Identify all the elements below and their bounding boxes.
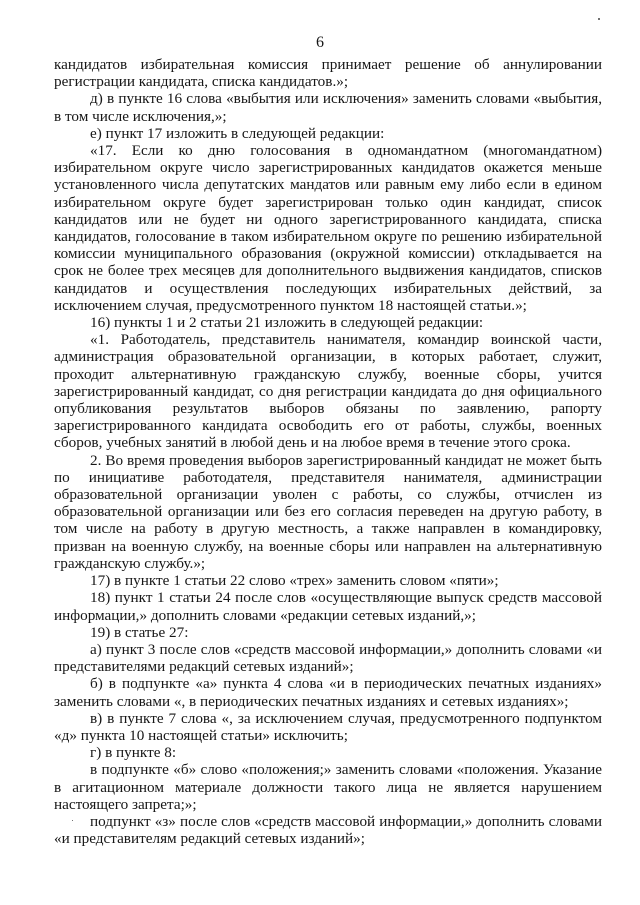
paragraph-article-21-point-1: «1. Работодатель, представитель нанимателя, командир воинской части, администрация образовательной организации, в которых работает, служит, проходит альтернативную гражданскую службу, военные сборы, учится зарегистрированный кандидат, со дня регистрации кандидата до дня официального опубликования результатов выборов обязаны по заявлению, рапорту зарегистрированного кандидата освободить его от работы, службы, военных сборов, учебных занятий в любой день и на любое время в течение этого срока. (54, 331, 602, 452)
paragraph-item-17-text: «17. Если ко дню голосования в одномандатном (многомандатном) избирательном округе число зарегистрированных кандидатов окажется меньше установленного числа депутатских мандатов или равным ему либо если в едином избирательном округе будет зарегистрирован только один кандидат, список кандидатов или не будет ни одного зарегистрированного кандидата, списка кандидатов, голосование в таком избирательном округе по решению избирательной комиссии муниципального образования (окружной комиссии) откладывается на срок не более трех месяцев для дополнительного выдвижения кандидатов, списков кандидатов и осуществления последующих избирательных действий, за исключением случая, предусмотренного пунктом 18 настоящей статьи.»; (54, 142, 602, 314)
scan-speck (72, 820, 73, 821)
paragraph-item-16: 16) пункты 1 и 2 статьи 21 изложить в следующей редакции: (90, 314, 484, 332)
paragraph-article-21-point-2: 2. Во время проведения выборов зарегистрированный кандидат не может быть по инициативе работодателя, представителя нанимателя, администрации образовательной организации уволен с работы, со службы, отчислен из образовательной организации или без его согласия переведен на другую работу, в том числе на работу в другую местность, а также направлен в командировку, призван на военную службу, на военные сборы или направлен на альтернативную гражданскую службу.»; (54, 451, 602, 572)
paragraph-item-19-a: а) пункт 3 после слов «средств массовой информации,» дополнить словами «и представителями редакций сетевых изданий»; (54, 640, 602, 676)
paragraph-amendment-d: д) в пункте 16 слова «выбытия или исключения» заменить словами «выбытия, в том числе исключения,»; (54, 90, 602, 125)
paragraph-item-19-v: в) в пункте 7 слова «, за исключением случая, предусмотренного подпунктом «д» пункта 10 настоящей статьи» исключить; (54, 709, 602, 744)
paragraph-subitem-b: в подпункте «б» слово «положения;» заменить словами «положения. Указание в агитационном материале должности такого лица не является нарушением настоящего запрета;»; (54, 761, 602, 813)
document-body (54, 56, 602, 847)
paragraph-item-18: 18) пункт 1 статьи 24 после слов «осуществляющие выпуск средств массовой информации,» дополнить словами «редакции сетевых изданий,»; (54, 589, 602, 624)
scan-speck (598, 18, 600, 20)
paragraph-continuation: кандидатов избирательная комиссия принимает решение об аннулировании регистрации кандидата, списка кандидатов.»; (54, 56, 602, 91)
paragraph-item-17: 17) в пункте 1 статьи 22 слово «трех» заменить словом «пяти»; (90, 572, 499, 590)
paragraph-subitem-z: подпункт «з» после слов «средств массовой информации,» дополнить словами «и представителям редакций сетевых изданий»; (54, 812, 602, 848)
paragraph-item-19-g: г) в пункте 8: (90, 744, 177, 762)
paragraph-amendment-e: е) пункт 17 изложить в следующей редакции: (90, 124, 385, 142)
paragraph-item-19-b: б) в подпункте «а» пункта 4 слова «и в периодических печатных изданиях» заменить словами «, в периодических печатных изданиях и сетевых изданиях»; (54, 675, 602, 710)
paragraph-item-19: 19) в статье 27: (90, 623, 189, 641)
page-number: 6 (316, 34, 324, 51)
